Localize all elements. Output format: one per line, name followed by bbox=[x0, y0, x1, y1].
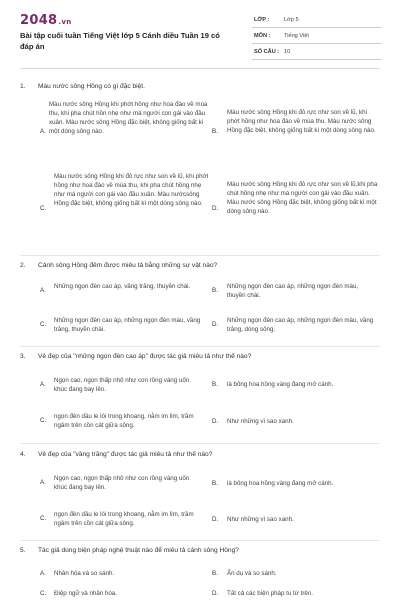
question-text: Cảnh sông Hồng đêm được miêu tả bằng những sự vật nào? bbox=[38, 262, 218, 269]
meta-label: LỚP : bbox=[254, 17, 270, 23]
option-d[interactable] bbox=[212, 589, 382, 599]
question-divider bbox=[20, 346, 380, 347]
question-divider bbox=[20, 255, 380, 256]
page-header bbox=[0, 0, 400, 68]
site-logo[interactable] bbox=[20, 13, 72, 28]
option-text: Như những vì sao xanh. bbox=[227, 516, 294, 523]
option-d[interactable] bbox=[212, 180, 382, 236]
option-letter: C. bbox=[40, 205, 47, 212]
question-number: 2. bbox=[20, 262, 26, 269]
question-number: 1. bbox=[20, 83, 26, 90]
option-text: Như những vì sao xanh. bbox=[227, 418, 294, 425]
option-c[interactable] bbox=[40, 172, 212, 244]
option-letter: A. bbox=[40, 381, 46, 388]
option-letter: B. bbox=[212, 570, 218, 577]
meta-value: Tiếng Việt bbox=[284, 33, 309, 39]
question-number: 4. bbox=[20, 451, 26, 458]
option-text: là bông hoa hồng vàng đang mở cánh. bbox=[227, 480, 334, 487]
option-text: Điệp ngữ và nhân hóa. bbox=[54, 590, 117, 597]
question-text: Tác giả dùng biện pháp nghệ thuật nào để miêu tả cảnh sông Hồng? bbox=[38, 547, 239, 554]
option-b[interactable] bbox=[212, 108, 382, 154]
option-d[interactable] bbox=[212, 515, 382, 527]
option-letter: D. bbox=[212, 418, 219, 425]
option-text: Màu nước sông Hồng khi đỏ rực như son về lũ,khi pha chút hồng nhẹ như má người con gái vào đầu xuân. Màu nước sông Hồng đặc biệt, không giống bất kì một dòng sông nào. bbox=[227, 181, 378, 215]
option-text: Những ngọn đèn cao áp, những ngọn đèn màu, vầng trăng, thuyền chài. bbox=[54, 317, 201, 333]
meta-label: SỐ CÂU : bbox=[254, 49, 280, 55]
option-text: ngọn đèn dầu le lói trong khoang, nằm im lìm, trầm ngâm trên cồn cát giữa sông. bbox=[54, 511, 194, 527]
option-letter: D. bbox=[212, 516, 219, 523]
document-meta bbox=[252, 12, 382, 60]
option-a[interactable] bbox=[40, 474, 210, 494]
logo-suffix: .vn bbox=[58, 18, 72, 26]
option-letter: D. bbox=[212, 205, 219, 212]
meta-value: Lớp 5 bbox=[284, 17, 299, 23]
option-c[interactable] bbox=[40, 316, 210, 336]
option-letter: B. bbox=[212, 381, 218, 388]
option-a[interactable] bbox=[40, 100, 212, 160]
question-divider bbox=[20, 443, 380, 444]
option-text: là bông hoa hồng vàng đang mở cánh. bbox=[227, 381, 334, 388]
option-a[interactable] bbox=[40, 282, 210, 302]
question-number: 3. bbox=[20, 353, 26, 360]
option-text: Nhân hóa và so sánh. bbox=[54, 570, 115, 577]
option-text: Ẩn dụ và so sánh. bbox=[227, 570, 277, 577]
option-letter: C. bbox=[40, 321, 47, 328]
option-a[interactable] bbox=[40, 569, 210, 581]
option-letter: C. bbox=[40, 417, 47, 424]
option-b[interactable] bbox=[212, 479, 382, 491]
option-text: Màu nước sông Hồng khi đỏ rực như son về lũ, khi phớt hồng như hoa đào về mùa thu. Màu nước sông Hồng đặc biệt, không giống bất kì một dòng sông nào. bbox=[227, 109, 376, 134]
option-a[interactable] bbox=[40, 376, 210, 396]
option-letter: D. bbox=[212, 321, 219, 328]
option-b[interactable] bbox=[212, 282, 382, 302]
question-text: Vẻ đẹp của "những ngọn đèn cao áp" được tác giả miêu tả như thế nào? bbox=[38, 353, 252, 360]
option-b[interactable] bbox=[212, 380, 382, 392]
option-d[interactable] bbox=[212, 316, 382, 336]
option-d[interactable] bbox=[212, 417, 382, 429]
option-text: Những ngọn đèn cao áp, những ngọn đèn màu, thuyền chài. bbox=[227, 283, 359, 299]
option-letter: C. bbox=[40, 590, 47, 597]
option-c[interactable] bbox=[40, 510, 210, 530]
question-number: 5. bbox=[20, 547, 26, 554]
option-text: Màu nước sông Hồng khi phớt hồng như hoa đào về mùa thu, khi pha chút hồn nhẹ như má người con gái vào đầu xuân. Màu nước sông Hồng đặc biệt, không giống bất kì một dòng sông nào. bbox=[49, 101, 208, 135]
meta-row-subject bbox=[252, 28, 382, 44]
option-letter: B. bbox=[212, 480, 218, 487]
option-letter: C. bbox=[40, 515, 47, 522]
option-text: Màu nước sông Hồng khi đỏ rực như son về lũ, khi phớt hồng như hoa đào về mùa thu, khi pha chút hồng nhẹ như má người con gái vào đầu xuân. Màu nướcsông Hồng đặc biệt, không giống bất kì một dòng sông nào. bbox=[54, 173, 209, 207]
option-letter: A. bbox=[40, 128, 46, 135]
option-letter: B. bbox=[212, 287, 218, 294]
question-divider bbox=[20, 540, 380, 541]
question-text: Vẻ đẹp của "vầng trăng" được tác giả miêu tả như thế nào? bbox=[38, 451, 213, 458]
option-letter: A. bbox=[40, 287, 46, 294]
meta-label: MÔN : bbox=[254, 33, 271, 39]
option-text: Những ngọn đèn cao áp, những ngọn đèn màu, vầng trăng, dòng sông. bbox=[227, 317, 374, 333]
option-text: Những ngọn đèn cao áp, vầng trăng, thuyền chài. bbox=[54, 283, 191, 290]
option-c[interactable] bbox=[40, 589, 210, 599]
meta-row-class bbox=[252, 12, 382, 28]
option-letter: A. bbox=[40, 570, 46, 577]
option-letter: B. bbox=[212, 128, 218, 135]
option-text: Ngọn cao, ngọn thấp nhô như con rồng vàng uốn khúc đang bay lên. bbox=[54, 475, 190, 491]
document-title: Bài tập cuối tuần Tiếng Việt lớp 5 Cánh diều Tuần 19 có đáp án bbox=[20, 31, 220, 51]
header-divider bbox=[20, 68, 380, 69]
option-text: Ngọn cao, ngọn thấp nhô như con rồng vàng uốn khúc đang bay lên. bbox=[54, 377, 190, 393]
option-text: Tất cả các biện pháp tu từ trên. bbox=[227, 590, 314, 597]
meta-row-count bbox=[252, 44, 382, 60]
option-text: ngọn đèn dầu le lói trong khoang, nằm im lìm, trầm ngâm trên cồn cát giữa sông. bbox=[54, 413, 194, 429]
meta-value: 10 bbox=[284, 49, 291, 55]
option-b[interactable] bbox=[212, 569, 382, 581]
option-c[interactable] bbox=[40, 412, 210, 432]
logo-text: 2048 bbox=[20, 13, 58, 28]
option-letter: A. bbox=[40, 479, 46, 486]
option-letter: D. bbox=[212, 590, 219, 597]
question-text: Màu nước sông Hồng có gì đặc biệt. bbox=[38, 83, 145, 90]
